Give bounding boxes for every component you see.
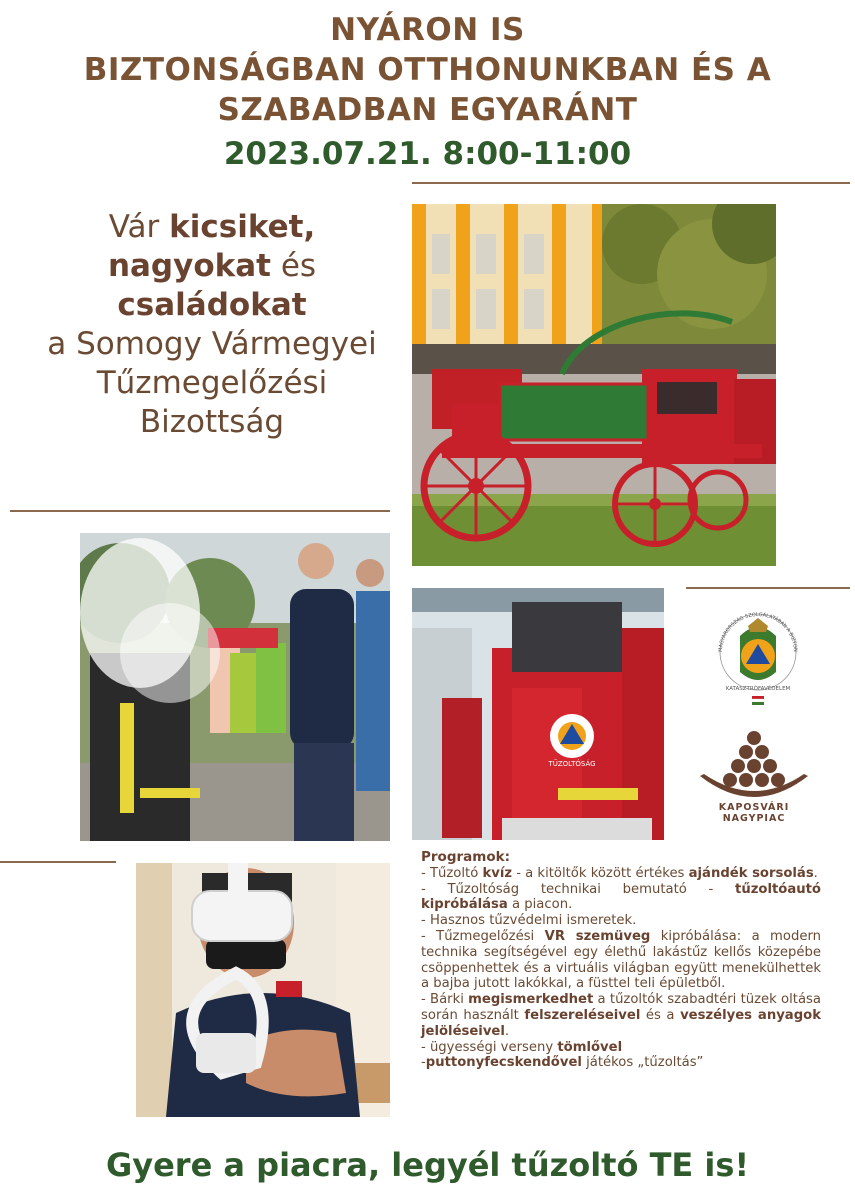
programs-heading: Programok:	[421, 849, 510, 865]
katasztrofavedelem-caption: KATASZTRÓFAVÉDELEM	[725, 686, 791, 692]
program-item-equipment	[421, 992, 821, 1039]
programs-section	[421, 850, 821, 1071]
divider-mid-left	[10, 510, 390, 512]
intro-bold-nagyokat: nagyokat	[107, 248, 271, 284]
program-bold: ajándék sorsolás	[688, 865, 814, 881]
nagypiac-caption: KAPOSVÁRI NAGYPIAC	[718, 802, 790, 824]
title-line-3: SZABADBAN EGYARÁNT	[217, 92, 638, 128]
program-text: - Tűzoltóság technikai bemutató -	[421, 881, 736, 897]
photo-fire-trucks-garage	[412, 588, 664, 840]
divider-top-right	[412, 182, 850, 184]
program-item-backpack-sprayer	[421, 1055, 821, 1071]
program-text: játékos „tűzoltás”	[581, 1055, 704, 1071]
photo-vr-headset-man	[136, 863, 390, 1117]
invitation-text	[12, 208, 412, 442]
title-line-2: BIZTONSÁGBAN OTTHONUNKBAN ÉS A	[83, 52, 772, 88]
katasztrofavedelem-emblem-icon	[712, 606, 804, 710]
program-bold: tömlővel	[557, 1039, 623, 1055]
logo-kaposvari-nagypiac	[692, 728, 816, 828]
program-bold: veszélyes anyagok jelöléseivel	[421, 1007, 821, 1039]
photo-antique-fire-pump	[412, 204, 776, 566]
intro-word-es: és	[270, 248, 317, 284]
logo-katasztrofavedelem	[712, 606, 804, 710]
program-bold: kvíz	[482, 865, 513, 881]
intro-bold-csaladokat: családokat	[117, 287, 307, 323]
program-bold: puttonyfecskendővel	[425, 1055, 582, 1071]
program-text: kipróbálása: a modern technika segítségével egy élethű lakástűz kellős közepébe csöppenhettek és a virtuális világban együtt menekülhettek a bajba jutott lakókkal, a füsttel teli épületből.	[421, 928, 822, 992]
divider-logo	[686, 587, 850, 589]
program-item-hose	[421, 1040, 821, 1056]
program-item-quiz	[421, 866, 821, 882]
program-bold: felszereléseivel	[524, 1007, 641, 1023]
intro-word: Vár	[108, 209, 170, 245]
truck-lettering: TŰZOLTÓSÁG	[548, 760, 596, 768]
nagypiac-stacked-balls-icon	[692, 728, 816, 798]
program-text: - Tűzmegelőzési	[421, 928, 545, 944]
event-date: 2023.07.21. 8:00-11:00	[223, 136, 632, 172]
title-line-1: NYÁRON IS	[330, 12, 525, 48]
program-text: a piacon.	[507, 897, 573, 913]
program-item-knowledge: - Hasznos tűzvédelmi ismeretek.	[421, 913, 637, 929]
intro-line-tuzmegelozesi: Tűzmegelőzési	[96, 365, 328, 401]
program-text: - Bárki	[421, 992, 469, 1008]
program-text: és a	[640, 1007, 681, 1023]
program-bold: VR szemüveg	[544, 928, 651, 944]
program-text: - ügyességi verseny	[421, 1039, 558, 1055]
divider-lower-left	[0, 861, 116, 863]
program-item-vr	[421, 929, 821, 992]
program-text: .	[504, 1023, 510, 1039]
program-text: - a kitöltők között értékes	[512, 865, 689, 881]
intro-line-somogy: a Somogy Vármegyei	[47, 326, 377, 362]
photo-water-spray-firefighters	[80, 533, 390, 841]
program-text: .	[813, 865, 818, 881]
program-text: - Tűzoltó	[421, 865, 483, 881]
emblem-ring-text: MAGYARORSZÁG SZOLGÁLATÁBAN A BIZTON	[717, 611, 799, 653]
footer-slogan: Gyere a piacra, legyél tűzoltó TE is!	[105, 1146, 750, 1184]
intro-line-bizottsag: Bizottság	[139, 404, 285, 440]
program-text: -	[421, 1055, 426, 1071]
program-text: a tűzoltók szabadtéri tüzek oltása során használt	[421, 992, 821, 1023]
intro-bold-kicsiket: kicsiket,	[169, 209, 316, 245]
program-item-truck-demo	[421, 882, 821, 914]
program-bold: tűzoltóautó kipróbálása	[421, 881, 821, 913]
program-bold: megismerkedhet	[468, 992, 594, 1008]
